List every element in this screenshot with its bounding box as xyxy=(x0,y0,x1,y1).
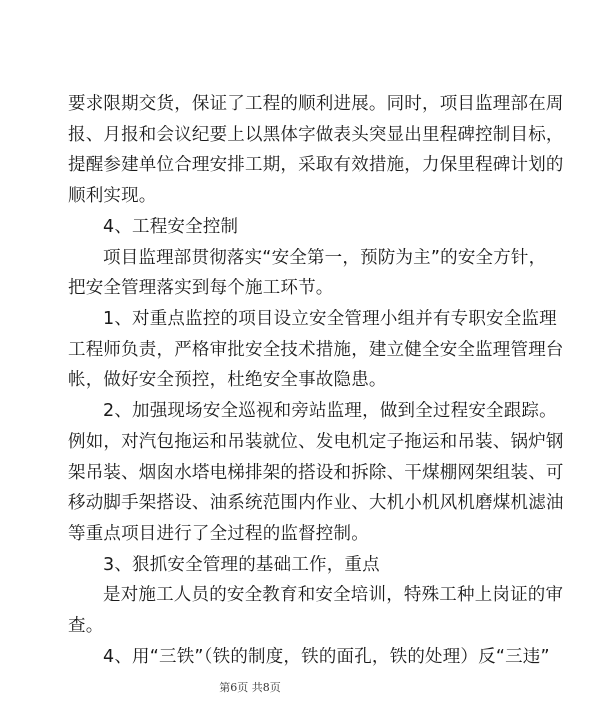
paragraph-line: 查。 xyxy=(68,616,104,636)
paragraph-line: 移动脚手架搭设、油系统范围内作业、大机小机风机磨煤机滤油 xyxy=(68,493,564,513)
paragraph-line: 要求限期交货，保证了工程的顺利进展。同时，项目监理部在周 xyxy=(68,94,564,114)
paragraph-line: 工程师负责，严格审批安全技术措施，建立健全安全监理管理台 xyxy=(68,340,564,360)
paragraph-line: 顺利实现。 xyxy=(68,186,157,206)
paragraph-line: 等重点项目进行了全过程的监督控制。 xyxy=(68,524,369,544)
paragraph-line: 是对施工人员的安全教育和安全培训，特殊工种上岗证的审 xyxy=(103,585,564,605)
paragraph-line: 提醒参建单位合理安排工期，采取有效措施，力保里程碑计划的 xyxy=(68,155,564,175)
paragraph-line: 架吊装、烟囱水塔电梯排架的搭设和拆除、干煤棚网架组装、可 xyxy=(68,463,564,483)
paragraph-line: 2、加强现场安全巡视和旁站监理，做到全过程安全跟踪。 xyxy=(103,401,557,421)
paragraph-line: 4、用“三铁”（铁的制度，铁的面孔，铁的处理）反“三违” xyxy=(103,647,550,667)
paragraph-line: 项目监理部贯彻落实“安全第一，预防为主”的安全方针， xyxy=(103,248,547,268)
page-footer: 第6页 共8页 xyxy=(219,681,281,694)
paragraph-line: 3、狠抓安全管理的基础工作，重点 xyxy=(103,555,380,575)
paragraph-line: 报、月报和会议纪要上以黑体字做表头突显出里程碑控制目标， xyxy=(68,125,564,145)
paragraph-line: 把安全管理落实到每个施工环节。 xyxy=(68,278,334,298)
paragraph-line: 帐，做好安全预控，杜绝安全事故隐患。 xyxy=(68,370,387,390)
section-heading: 4、工程安全控制 xyxy=(103,217,239,237)
paragraph-line: 例如，对汽包拖运和吊装就位、发电机定子拖运和吊装、锅炉钢 xyxy=(68,432,564,452)
paragraph-line: 1、对重点监控的项目设立安全管理小组并有专职安全监理 xyxy=(103,309,557,329)
